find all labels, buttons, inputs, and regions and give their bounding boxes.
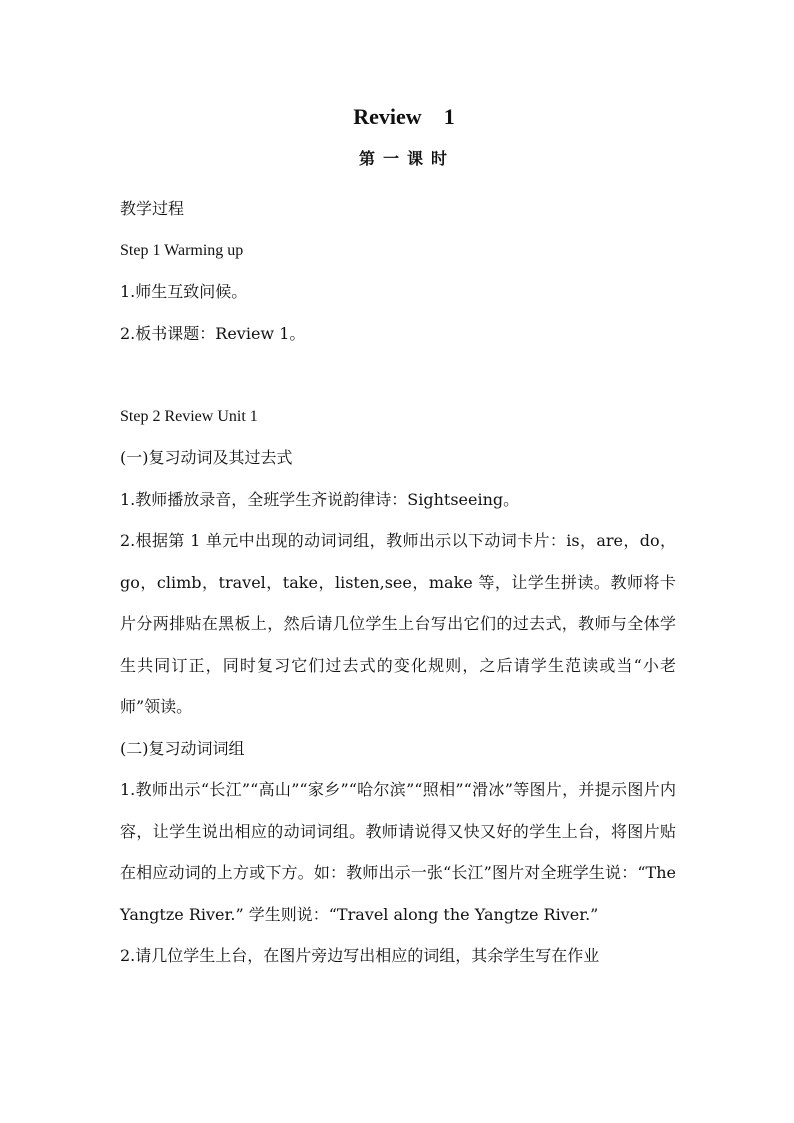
section-heading: 教学过程	[120, 199, 185, 218]
document-body	[120, 188, 676, 977]
page-title: Review 1	[353, 104, 455, 129]
paragraph: 2.根据第 1 单元中出现的动词词组，教师出示以下动词卡片：is，are，do，go，climb，travel，take，listen,see，make 等，让学生拼读。教师将卡片分两排贴在黑板上，然后请几位学生上台写出它们的过去式，教师与全体学生共同订正，同时复习它们过去式的变化规则，之后请学生范读或当“小老师”领读。	[120, 531, 676, 716]
paragraph: 2.请几位学生上台，在图片旁边写出相应的词组，其余学生写在作业	[120, 946, 600, 965]
step-heading: Step 2 Review Unit 1	[120, 407, 258, 425]
step-heading: Step 1 Warming up	[120, 241, 244, 259]
blank-line	[120, 354, 676, 396]
subsection-heading: (一)复习动词及其过去式	[120, 448, 293, 467]
paragraph: 1.师生互致问候。	[120, 282, 248, 301]
page-subtitle: 第一课时	[358, 149, 455, 168]
subsection-heading: (二)复习动词词组	[120, 738, 245, 758]
paragraph: 2.板书课题：Review 1。	[120, 323, 306, 343]
paragraph: 1.教师播放录音，全班学生齐说韵律诗：Sightseeing。	[120, 489, 520, 509]
paragraph: 1.教师出示“长江”“高山”“家乡”“哈尔滨”“照相”“滑冰”等图片，并提示图片内容，让学生说出相应的动词词组。教师请说得又快又好的学生上台，将图片贴在相应动词的上方或下方。如：教师出示一张“长江”图片对全班学生说：“The Yangtze River.” 学生则说：“Travel along the Yangtze River.”	[120, 780, 676, 924]
